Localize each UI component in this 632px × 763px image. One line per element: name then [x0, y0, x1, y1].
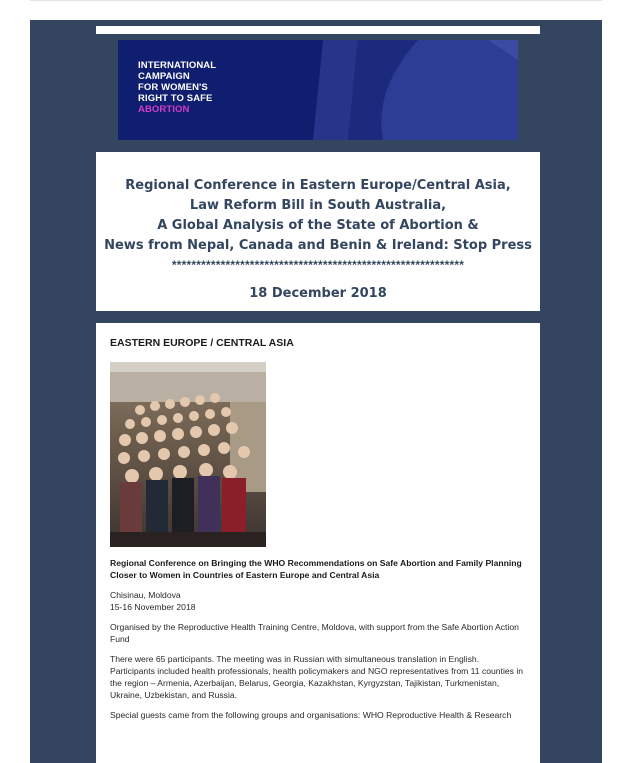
headline-line: Regional Conference in Eastern Europe/Central Asia,: [125, 178, 511, 193]
group-photo-icon: [110, 362, 266, 547]
banner-line: CAMPAIGN: [138, 71, 190, 82]
section-heading: EASTERN EUROPE / CENTRAL ASIA: [110, 337, 294, 349]
conference-location-dates: [110, 589, 526, 613]
conference-title: Regional Conference on Bringing the WHO Recommendations on Safe Abortion and Family Planning Closer to Women in Countries of Eastern Europe and Central Asia: [110, 558, 522, 580]
headline-line: Law Reform Bill in South Australia,: [189, 198, 447, 213]
issue-date: 18 December 2018: [249, 286, 387, 301]
group-photo-illustration: [110, 362, 266, 547]
headline-line: News from Nepal, Canada and Benin & Ireland: Stop Press: [104, 238, 532, 253]
banner-accent-line: ABORTION: [138, 104, 190, 115]
title-box: [96, 152, 540, 311]
banner-line: INTERNATIONAL: [138, 60, 217, 71]
header-strip: [96, 26, 540, 34]
star-divider: ************************************************************: [171, 258, 465, 272]
campaign-logo-text: [138, 60, 216, 115]
organiser-text: Organised by the Reproductive Health Training Centre, Moldova, with support from the Safe Abortion Action Fund: [110, 622, 519, 644]
conference-location: Chisinau, Moldova: [110, 590, 181, 600]
headline-line: A Global Analysis of the State of Abortion &: [157, 218, 479, 233]
conference-dates: 15-16 November 2018: [110, 602, 196, 612]
banner-line: RIGHT TO SAFE: [138, 93, 213, 104]
article-text: [110, 557, 526, 729]
guests-text: Special guests came from the following groups and organisations: WHO Reproductive Health & Research: [110, 710, 512, 720]
top-divider: [30, 0, 602, 1]
campaign-banner[interactable]: [118, 40, 518, 140]
headline: [96, 152, 540, 256]
banner-line: FOR WOMEN'S: [138, 82, 208, 93]
content-panel: [96, 323, 540, 763]
participants-text: There were 65 participants. The meeting was in Russian with simultaneous translation in English. Participants included health professionals, health policymakers and NGO representatives from 11 counties in the region – Armenia, Azerbaijan, Belarus, Georgia, Kazakhstan, Kyrgyzstan, Tajikistan, Turkmenistan, Ukraine, Uzbekistan, and Russia.: [110, 654, 524, 700]
